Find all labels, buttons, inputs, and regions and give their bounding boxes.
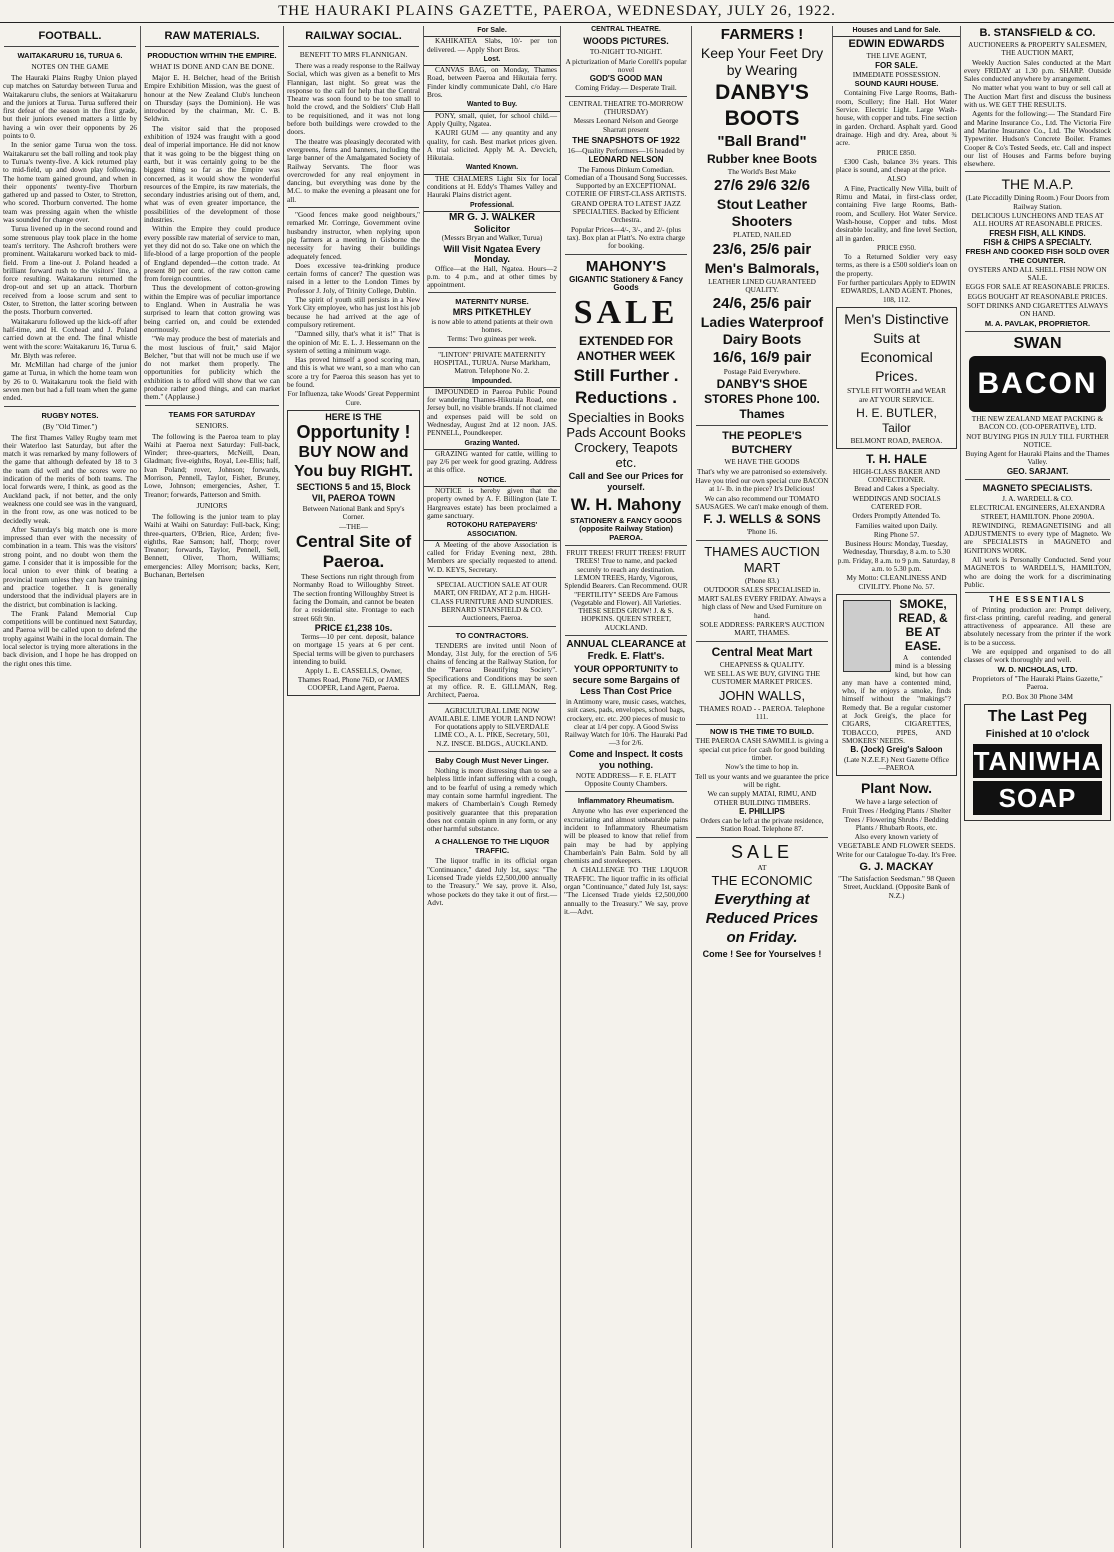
soap-logo: SOAP <box>973 781 1102 815</box>
ad-greig <box>836 594 957 776</box>
ad-text: £300 Cash, balance 3½ years. This place is sound, and cheap at the price. <box>836 156 957 175</box>
classified: KAURI GUM — any quantity and any quality, for cash. Best market prices given. A trial solicited. Apply M. A. Devcich, Hikutaia. <box>427 128 557 163</box>
ad-text: We have a large selection of <box>855 797 938 807</box>
ad-taniwha-soap <box>964 704 1111 821</box>
ad-text: WE SELL AS WE BUY, GIVING THE CUSTOMER MARKET PRICES. <box>704 668 820 687</box>
ad-price: 23/6, 25/6 pair <box>712 240 812 258</box>
ad-headline: THE PEOPLE'S BUTCHERY <box>722 430 802 457</box>
paragraph: Major E. H. Belcher, head of the British Empire Exhibition Mission, was the guest of honour at the New Zealand Club's luncheon on Thursday (says the Dominion). He was introduced by the chairman, Mr. C. B. Seldwin. <box>144 73 280 124</box>
ad-text: Will Visit Ngatea Every Monday. <box>443 243 541 264</box>
ad-headline: SMOKE, READ, & BE AT EASE. <box>898 596 948 653</box>
ad-headline: E. PHILLIPS <box>739 806 785 816</box>
ad-headline: JOHN WALLS, <box>718 687 806 703</box>
ad-text: Bread and Cakes a Specialty. <box>854 484 939 494</box>
ad-text: Office—at the Hall, Ngatea. Hours—2 p.m. to 4 p.m., and at other times by appointment. <box>427 263 557 290</box>
ad-text: We can also recommend our TOMATO SAUSAGES. We can't make enough of them. <box>695 493 829 511</box>
paragraph: The Frank Paland Memorial Cup competitions will be continued next Saturday, and Paeroa will be called upon to defend the trophy against Waihi in the local domain. The local selector is trying more alterations in the back division, and I hope he has dropped on the right ones this time. <box>3 608 137 668</box>
classified-heading: TO CONTRACTORS. <box>455 630 529 640</box>
classified-heading: ROTOKOHU RATEPAYERS' ASSOCIATION. <box>424 521 560 541</box>
ad-text: Messrs Leonard Nelson and George Sharratt present <box>573 116 679 134</box>
column-railway-social <box>284 26 424 1548</box>
paragraph: There was a ready response to the Railway Social, which was given as a benefit to Mrs Flannigan, last night. So great was the response to the call for help that the Central Theatre was soon found to be too small to hold the crowd, and the Soldiers' Club Hall to be requisitioned, and it was not long before both buildings were crowded to the doors. <box>287 61 421 137</box>
paragraph: "Good fences make good neighbours," remarked Mr. Corringe, Government ovine husbandry instructor, when replying upon pig farmers at a meeting in Gisborne the necessity for having their buildings adequately fenced. <box>287 210 420 261</box>
ad-headline: G. J. MACKAY <box>859 861 934 874</box>
ad-headline: MAHONY'S <box>585 257 667 275</box>
paragraph: In the senior game Turua won the toss. Waitakaruru set the ball rolling and took play to Turua's twenty-five. A kick returned play to mid-field, up and down play following. The home team gained ground, and when in their opponents' twenty-five Thorburn gathered up and passed to Oster, to Stretton, who scored. Thorburn converted. The home team was pressing again when the whistle was sounded for change over. <box>3 140 137 225</box>
ad-text: Coming Friday.— Desperate Trail. <box>575 83 677 93</box>
ad-text: Orders Promptly Attended To. <box>852 511 941 521</box>
article-subtitle: TEAMS FOR SATURDAY <box>168 409 256 419</box>
ad-text: NOT BUYING PIGS IN JULY TILL FURTHER NOTICE. <box>966 431 1109 449</box>
ad-text: OYSTERS AND ALL SHELL FISH NOW ON SALE. <box>968 264 1107 283</box>
ad-text: Weekly Auction Sales conducted at the Mart every FRIDAY at 1.30 p.m. SHARP. Outside Sales conducted anywhere by arrangement. <box>964 57 1111 84</box>
ad-text: (Late N.Z.E.F.) Next Gazette Office—PAEROA <box>843 754 950 772</box>
ad-text: MART SALES EVERY FRIDAY. Always a high class of New and Used Furniture on hand. <box>697 594 827 620</box>
ad-text: 'Phone 16. <box>746 527 778 537</box>
ad-price: 27/6 29/6 32/6 <box>714 177 810 195</box>
ad-headline: H. E. BUTLER, Tailor <box>856 405 937 435</box>
ad-headline: DANBY'S BOOTS <box>715 81 809 130</box>
ad-text: "The Satisfaction Seedsman." 98 Queen Street, Auckland. (Opposite Bank of N.Z.) <box>838 874 955 900</box>
classified: A Meeting of the above Association is called for Friday Evening next, 28th. Members are specially requested to attend. W. D. KEYS, Secretary. <box>427 539 557 574</box>
article-subheading: JUNIORS <box>196 500 228 510</box>
article-subheading: WHAT IS DONE AND CAN BE DONE. <box>149 62 275 71</box>
ad-text: TO-NIGHT TO-NIGHT. <box>589 47 663 57</box>
ad-text: —THE— <box>339 521 368 531</box>
classified-heading: Inflammatory Rheumatism. <box>577 796 675 806</box>
ad-text: Postage Paid Everywhere. <box>723 367 801 377</box>
paragraph: Mr. McMillan had charge of the junior game at Turua, in which the home team won by 26 to 0. Waitakaruru took the field with seven men but had a full team when the game ended. <box>3 360 137 403</box>
ad-text: SOFT DRINKS AND CIGARETTES ALWAYS ON HAND. <box>967 301 1108 319</box>
paragraph: A CHALLENGE TO THE LIQUOR TRAFFIC. The liquor traffic in its official organ "Continuance," dated July 1st, says: "The Licensed Trade yields £2,500,000 annually to the Treasury." We say, prove it.—Advt. <box>564 865 688 916</box>
ad-headline: The Last Peg <box>987 707 1088 725</box>
ad-text: Also every known variety of VEGETABLE AND FLOWER SEEDS. <box>837 832 956 850</box>
classified-heading: Professional. <box>424 201 560 212</box>
ad-text: THE NEW ZEALAND MEAT PACKING & BACON CO. (CO-OPERATIVE), LTD. <box>971 413 1104 432</box>
ad-text: Popular Prices—4/-, 3/-, and 2/- (plus tax). Box plan at Platt's. No extra charge for booking. <box>566 224 686 251</box>
ad-headline: EXTENDED FOR ANOTHER WEEK <box>576 334 676 364</box>
ad-text: All work is Personally Conducted. Send your MAGNETOS to WARDELL'S, HAMILTON, who are doing the work for a discriminating Public. <box>964 555 1111 589</box>
ad-contact: Apply L. E. CASSELLS, Owner, Thames Road, Phone 76D, or JAMES COOPER, Land Agent, Paeroa. <box>297 666 410 692</box>
ad-text: Agents for the following:— The Standard Fire and Marine Insurance Co., Ltd. The Victoria Fire and Marine Insurance Co., Ltd. The Woodstock Typewriter. Hudson's Concrete Boiler. Frames Cooper & Co's Tested Seeds, etc. Call and inspect our list of Houses and Farms before buying elsewhere. <box>964 109 1111 169</box>
ad-price: 24/6, 25/6 pair <box>712 295 812 313</box>
classified-heading: For Sale. <box>424 26 560 37</box>
ad-text: Buying Agent for Hauraki Plains and the Thames Valley. <box>965 449 1110 467</box>
smoker-illustration <box>843 600 891 672</box>
ad-text: We can supply MATAI, RIMU, AND OTHER BUILDING TIMBERS. <box>707 789 817 807</box>
ad-text: Proprietors of "The Hauraki Plains Gazette," Paeroa. <box>972 673 1103 692</box>
masthead: THE HAURAKI PLAINS GAZETTE, PAEROA, WEDNESDAY, JULY 26, 1922. <box>0 0 1114 23</box>
article-subheading: NOTES ON THE GAME <box>31 62 109 71</box>
ad-text: Solicitor <box>473 223 510 234</box>
ad-text: CHEAPNESS & QUALITY. <box>719 659 805 669</box>
ad-headline: Men's Distinctive Suits at Economical Prices. <box>844 310 949 384</box>
ad-text: REWINDING, REMAGNETISING and all ADJUSTMENTS to every type of Magneto. We are SPECIALISTS in MAGNETO and IGNITIONS WORK. <box>964 520 1111 555</box>
ad-headline: FARMERS ! <box>720 26 804 43</box>
ad-headline: W. H. Mahony <box>570 495 682 515</box>
ad-text: 16—Quality Performers—16 headed by <box>567 145 685 155</box>
ad-text: Ring Phone 57. <box>873 529 920 539</box>
paragraph: The first Thames Valley Rugby team met their Waterloo last Saturday, but after the match it was remarked by many followers of the game that although defeated by 18 to 3 the team did well and the scores were no indication of the merits of both teams. The local forwards were, I think, as good as the Auckland pack, if not better, and the only weakness one could see was in the vanguard, in the front row, as one was noticed to be decidedly weak. <box>3 432 137 525</box>
ad-headline: ANNUAL CLEARANCE at Fredk. E. Flatt's. <box>566 638 686 662</box>
classified-heading: NOTICE. <box>424 476 560 487</box>
ad-text: Have you tried our own special cure BACON at 1/- lb. in the piece? It's Delicious! <box>695 476 829 494</box>
ad-text: SOUND KAURI HOUSE. <box>854 79 939 89</box>
ad-text: A contended mind is a blessing kind, but how can any man have a contented mind, who, if he enjoys a smoke, finds himself without the "makings"? Remedy that. Be a regular customer at Jock Greig's, the place for CIGARS, CIGARETTES, TOBACCO, PIPES, AND SMOKERS' NEEDS. <box>842 652 951 745</box>
ad-headline: THE ECONOMIC <box>711 872 813 888</box>
paragraph: Does excessive tea-drinking produce certain forms of cancer? The question was raised in a letter to the London Times by Professor J. Joly, of Trinity College, Dublin. <box>287 260 420 295</box>
ad-price: PRICE £850. <box>877 147 916 157</box>
ad-text: THE PAEROA CASH SAWMILL is giving a special cut price for cash for good building timber. <box>695 736 829 763</box>
ad-contact: For further particulars Apply to EDWIN EDWARDS, LAND AGENT. Phones, 108, 112. <box>837 278 956 304</box>
ad-text: (Phone 83.) <box>744 575 780 585</box>
ad-headline: Still Further . Reductions . <box>573 366 679 408</box>
ad-text: GEO. SARJANT. <box>1006 466 1069 476</box>
ad-headline: THAMES AUCTION MART <box>704 543 820 575</box>
classified-heading: Lost. <box>424 55 560 66</box>
ad-text: of Printing production are: Prompt delivery, first-class printing, careful reading, and general attractiveness of appearance. All these are absolutely necessary from the printer if the work is to be a success. <box>964 604 1111 647</box>
paragraph: Nothing is more distressing than to see a helpless little infant suffering with a cough, and to be fearful of using a remedy which may contain some harmful ingredient. The makers of Chamberlain's Cough Remedy positively guarantee that this preparation does not contain opium in any form, or any other harmful substance. <box>427 766 557 834</box>
article-subheading: SENIORS. <box>195 420 229 430</box>
ad-text: My Motto: CLEANLINESS AND CIVILITY. Phone No. 57. <box>846 573 947 591</box>
ad-text: J. A. WARDELL & CO. <box>1002 493 1073 503</box>
ad-text: FRESH FISH, ALL KINDS. <box>989 228 1086 238</box>
ad-text: A picturization of Marie Corelli's popular novel <box>565 56 687 74</box>
paragraph: The liquor traffic in its official organ "Continuance," dated July 1st, says: "The Licensed Trade yields £2,500,000 annually to the Treasury." We say, prove it. Also, whose pockets do they take it out of first.—Advt. <box>427 856 557 907</box>
ad-text: OUTDOOR SALES SPECIALISED in. <box>703 584 821 594</box>
ad-text: SECTIONS 5 and 15, Block VII, PAEROA TOWN <box>296 482 411 504</box>
ad-text: are AT YOUR SERVICE. <box>859 395 934 405</box>
ad-text: We are equipped and organised to do all classes of work thoroughly and well. <box>964 647 1111 665</box>
article-title: RAILWAY SOCIAL. <box>305 30 402 42</box>
column-football <box>0 26 141 1548</box>
ad-text: FRESH AND COOKED FISH SOLD OVER THE COUNTER. <box>965 247 1110 265</box>
ad-headline: Stout Leather Shooters <box>716 196 808 230</box>
classified-heading: A CHALLENGE TO THE LIQUOR TRAFFIC. <box>434 837 550 856</box>
ad-text: Business Hours: Monday, Tuesday, Wednesday, Thursday, 8 a.m. to 5.30 p.m. Friday, 8 a.m. to 9 p.m. Saturday, 8 a.m. to 5.30 p.m. <box>837 539 956 574</box>
article-subtitle: RUGBY NOTES. <box>41 410 99 420</box>
paragraph: Turua livened up in the second round and some strenuous play took place in the home team's territory. The Ashcroft brothers were prominent. Waitakaruru worked back to mid-field. From a line-out J. Poland headed a brilliant forward rush to the visitors' line, a force resulting. Waitakaruru returned the drop-out and set up an attack. Thorburn received from a loose scrum and sent to Oster, to Stretton, the latter scoring between the posts. Thorburn converted. <box>3 224 137 317</box>
article-subtitle: BENEFIT TO MRS FLANNIGAN. <box>299 50 408 59</box>
ad-headline: B. (Jock) Greig's Saloon <box>850 745 943 755</box>
article-title: RAW MATERIALS. <box>164 30 260 42</box>
column-land-agents <box>833 26 961 1548</box>
ad-headline: BUY NOW and You buy RIGHT. <box>294 444 413 481</box>
ad-text: LEATHER LINED GUARANTEED QUALITY. <box>708 276 816 294</box>
classified-heading: Baby Cough Must Never Linger. <box>435 756 549 766</box>
ad-headline: NOW IS THE TIME TO BUILD. <box>709 727 815 737</box>
classified-heading: Impounded. <box>424 377 560 388</box>
ad-text: Finished at 10 o'clock <box>985 728 1090 740</box>
ad-text: (Late Piccadilly Dining Room.) Four Doors from Railway Station. <box>965 193 1110 211</box>
column-theatre-mahony <box>561 26 692 1548</box>
ad-text: EGGS BOUGHT AT REASONABLE PRICES. <box>967 291 1108 301</box>
ad-text: Write for our Catalogue To-day. It's Free. <box>836 849 957 859</box>
classified-heading: Wanted Known. <box>424 163 560 174</box>
ad-headline: THE ESSENTIALS <box>989 595 1086 605</box>
ad-text: EGGS FOR SALE AT REASONABLE PRICES. <box>965 282 1110 292</box>
paragraph: The following is the junior team to play Waihi at Waihi on Saturday: Full-back, King; three-quarters, O'Brien, Rice, Arden; five-eighths, Rae Samson; half, Thorp; rover Treanor; forwards, Taylor, Pennell, Sell, Bennett, Oliver, Thorn, Williams; emergencies: Alley Morrison; backs, Kerr, Buchanan, Bertelsen <box>144 511 280 580</box>
paragraph: The theatre was pleasingly decorated with evergreens, ferns and banners, including the large banner of the Amalgamated Society of Railway Servants. The floor was overcrowded for any real enjoyment in dancing, but everything was done by the M.C. to make the evening a pleasant one for all. <box>287 136 420 204</box>
ad-text: Terms—10 per cent. deposit, balance on mortgage 15 years at 6 per cent. Special terms will be given to purchasers intending to build. <box>293 632 414 667</box>
ad-text: (Messrs Bryan and Walker, Turua) <box>441 233 543 243</box>
ad-text: NOTE ADDRESS— F. E. FLATT Opposite County Chambers. <box>575 770 677 789</box>
ad-text: Keep Your Feet Dry by Wearing <box>700 45 824 78</box>
paragraph: The visitor said that the proposed exhibition of 1924 was fraught with a good deal of imperial importance. He did not know that it was going to be the biggest thing on earth, but it was certainly going to be the biggest thing so far as the Empire was concerned, as it would show the wonderful resources of the Empire, its raw materials, the secondary industries arising out of them, and, what was of even greater importance, the possibilities of the development of those industries. <box>144 123 280 225</box>
ad-text: Come ! See for Yourselves ! <box>702 948 822 959</box>
ad-text: Call and See our Prices for yourself. <box>568 471 684 493</box>
ad-text: SOLE ADDRESS: PARKER'S AUCTION MART, THAMES. <box>699 620 825 638</box>
classified-heading: Wanted to Buy. <box>424 100 560 111</box>
ad-headline: LEONARD NELSON <box>588 155 664 165</box>
ad-headline: Central Site of Paeroa. <box>295 532 412 572</box>
paragraph: For Influenza, take Woods' Great Peppermint Cure. <box>287 389 420 407</box>
ad-text: in Antimony ware, music cases, watches, suit cases, pads, envelopes, school bags, crockery, etc. etc. 200 pieces of music to clear at 1/4 per copy. A Good Swiss Railway Watch for 10/6. The Hauraki Pad—3 for 2/6. <box>564 696 688 748</box>
paragraph: Waitakaruru followed up the kick-off after half-time, and H. Coxhead and J. Poland carried down at the end. The final whistle went with the score: Waitakaruru 16, Turua 6. <box>3 316 137 351</box>
classified: TENDERS are invited until Noon of Monday, 31st July, for the erection of 5/6 chains of fencing at the Railway Station, for the "Paeroa Beautifying Society". Specifications and Conditions may be seen at my office. R. E. GILLMAN, Reg. Architect, Paeroa. <box>427 640 557 700</box>
ad-tailor <box>836 307 957 449</box>
paragraph: After Saturday's big match one is more impressed than ever with the necessity of combination in a team. This was the visitors' strong point, and no doubt won them the game. I consider that it is impossible for the local union to ever think of beating a provincial team unless they can have training and practice together. It is generally understood that the individual players are in the district, but combination is lacking. <box>3 524 137 609</box>
ad-headline: DANBY'S SHOE STORES Phone 100. Thames <box>704 377 820 422</box>
ad-text: Now's the time to hop in. <box>725 762 799 772</box>
ad-text: FISH & CHIPS A SPECIALTY. <box>983 237 1092 247</box>
ad-text: THAMES ROAD - - PAEROA. Telephone 111. <box>699 703 825 721</box>
classified: GRAZING wanted for cattle, willing to pay 2/6 per week for good grazing. Address at this office. <box>427 448 557 475</box>
ad-text: STATIONERY & FANCY GOODS (opposite Railway Station) PAEROA. <box>570 516 682 542</box>
ad-headline: THE SNAPSHOTS OF 1922 <box>572 134 680 145</box>
ad-text: ELECTRICAL ENGINEERS, ALEXANDRA STREET, HAMILTON. Phone 2090A. <box>969 503 1106 521</box>
byline: (By "Old Timer.") <box>42 421 98 431</box>
classified: NOTICE is hereby given that the property owned by A. F. Billington (late T. Hargreaves estate) has been proclaimed a game sanctuary. <box>427 486 557 520</box>
ad-text: FRUIT TREES! FRUIT TREES! FRUIT TREES! True to name, and packed securely to reach any destination. LEMON TREES, Hardy, Vigorous, Splendid Bearers. Can Recommend. OUR "FERTILITY" SEEDS Are Famous (Vegetable and Flower). All Varieties. THESE SEEDS GROW! J. & S. HOPKINS. QUEEN STREET, AUCKLAND. <box>564 548 688 632</box>
ad-headline: MRS PITKETHLEY <box>452 307 532 318</box>
ad-text: AT <box>757 862 767 872</box>
ad-text: GIGANTIC Stationery & Fancy Goods <box>569 274 683 292</box>
ad-text: is now able to attend patients at their own homes. <box>431 316 553 335</box>
classified: THE CHALMERS Light Six for local conditions at H. Eddy's Thames Valley and Hauraki Plains district agent. <box>427 173 557 200</box>
bacon-logo: BACON <box>969 356 1106 412</box>
ad-text: The Famous Dinkum Comedian. Comedian of a Thousand Song Successes. Supported by an EXCEPTIONAL COTERIE OF FIRST-CLASS ARTISTS. <box>564 164 688 199</box>
paragraph: Has proved himself a good scoring man, and this is what we want, so a man who can score a try for Paeroa this season has yet to be found. <box>287 355 420 389</box>
ad-text: To a Returned Soldier very easy terms, as there is a £500 soldier's loan on the property. <box>836 252 957 278</box>
column-classifieds <box>424 26 561 1548</box>
ad-headline: MR G. J. WALKER <box>448 211 536 223</box>
ad-text: AGRICULTURAL LIME NOW AVAILABLE. LIME YOUR LAND NOW! For quotations apply to SILVERDALE LIME CO., A. L. PIKE, Secretary, 501, N.Z. INSCE. BLDGS., AUCKLAND. <box>428 705 556 748</box>
ad-text: P.O. Box 30 Phone 34M <box>1002 691 1073 701</box>
ad-text: HERE IS THE <box>325 411 382 422</box>
classified-heading: Grazing Wanted. <box>424 439 560 450</box>
paragraph: "We may produce the best of materials and the most luscious of fruit," said Major Belcher, "but that will not be much use if we do not market them properly. The opportunities for publicity which the exhibition is to afford will show that we can produce rather good things, and can market them." (Applause.) <box>144 334 280 402</box>
ad-text: CENTRAL THEATRE TO-MORROW (THURSDAY) <box>568 98 684 117</box>
article-subtitle: WAITAKARURU 16, TURUA 6. <box>17 51 123 60</box>
ad-headline: SALE <box>573 294 679 332</box>
column-raw-materials <box>141 26 284 1548</box>
ad-text: Terms: Two guineas per week. <box>447 334 537 344</box>
ad-headline: Men's Balmorals, <box>704 259 820 276</box>
paragraph: The following is the Paeroa team to play Waihi at Paeroa next Saturday: Full-back, Winder; three-quarters, McNeill, Dean, Gladman; five-eighths, Royal, Lee-Ellis; half, Ivan Poland; rover, Johnson; forwards, Morrison, Pennell, Taylor, Fisher, Bruney, Lowe, Johnson; emergencies, Asher, T. Treanor; forwards, Patterson and Smith. <box>144 431 280 499</box>
ad-headline: Everything at Reduced Prices on Friday. <box>705 890 819 946</box>
ad-headline: WOODS PICTURES. <box>583 36 669 47</box>
ad-price: 16/6, 16/9 pair <box>712 349 812 367</box>
ad-text: BELMONT ROAD, PAEROA. <box>850 435 943 445</box>
ad-central-site <box>287 410 420 696</box>
ad-text: Rubber knee Boots <box>706 152 817 166</box>
ad-headline: Plant Now. <box>860 780 933 797</box>
article-title: FOOTBALL. <box>38 30 102 42</box>
ad-text: The World's Best Make <box>727 167 797 176</box>
ad-headline: THE M.A.P. <box>1001 176 1074 193</box>
classified: IMPOUNDED in Paeroa Public Pound for wandering Thames-Hikutaia Road, one Jersey bull, no visible brands. If not claimed and expenses paid will be sold on Wednesday, August 2nd at 12 noon. JAS. PENNELL, Poundkeeper. <box>427 386 557 438</box>
ad-text: Tell us your wants and we guarantee the price will be right. <box>695 771 829 789</box>
ad-headline: MAGNETO SPECIALISTS. <box>982 482 1093 493</box>
ad-headline: Opportunity ! <box>296 422 411 443</box>
ad-text: GRAND OPERA TO LATEST JAZZ SPECIALTIES. Backed by Efficient Orchestra. <box>571 198 681 225</box>
ad-text: DELICIOUS LUNCHEONS AND TEAS AT ALL HOURS AT REASONABLE PRICES. <box>971 211 1104 229</box>
ad-headline: Ladies Waterproof Dairy Boots <box>700 314 824 348</box>
ad-text: STYLE FIT WORTH and WEAR <box>847 385 946 395</box>
column-danby-butchery <box>692 26 833 1548</box>
ad-price: PRICE £950. <box>877 242 916 252</box>
ad-text: Families waited upon Daily. <box>855 520 938 530</box>
ad-text: Containing Five Large Rooms, Bath-room, Scullery; fine Hall. Hot Water Service. Electric Light. Large Wash-house, with copper and tubs. Fine section in garden. Orchard. Asphalt yard. Good drainage. High and dry. Area, about ¾ acre. <box>836 88 957 148</box>
classified: KAHIKATEA Slabs, 10/- per ton delivered. — Apply Short Bros. <box>427 36 557 54</box>
ad-text: WEDDINGS AND SOCIALS CATERED FOR. <box>852 493 941 511</box>
ad-headline: EDWIN EDWARDS <box>848 38 945 51</box>
ad-text: THE LIVE AGENT, <box>866 51 927 61</box>
ad-headline: SALE <box>730 841 794 862</box>
ad-text: Fruit Trees / Hedging Plants / Shelter Trees / Flowering Shrubs / Bedding Plants / Rhubarb Roots, etc. <box>842 806 951 832</box>
ad-headline: Central Meat Mart <box>711 644 813 659</box>
ad-text: CENTRAL THEATRE. <box>591 26 661 33</box>
column-stansfield <box>961 26 1114 1548</box>
ad-text: W. D. NICHOLAS, LTD. <box>997 664 1078 674</box>
paragraph: "Damned silly, that's what it is!" That is the opinion of Mr. E. L. J. Hessemann on the system of setting a minimum wage. <box>287 329 420 355</box>
paragraph: The Hauraki Plains Rugby Union played cup matches on Saturday between Turua and Waitakaruru clubs, the seniors at Waitakaruru and the juniors at Turua. Turua suffered their first defeat of the season in the first grade, but their juniors evened matters a little by having a win over their opponents by 26 points to 0. <box>3 73 137 141</box>
classified: PONY, small, quiet, for school child.—Apply Quilty, Ngatea. <box>427 110 557 128</box>
ad-price: PRICE £1,238 10s. <box>314 622 393 633</box>
ad-text: WE HAVE THE GOODS <box>724 457 800 467</box>
paragraph: Thus the development of cotton-growing within the Empire was of peculiar importance to England. When in Australia he was surprised to learn that cotton growing was being carried on, and could be extended enormously. <box>144 283 280 334</box>
ad-text: PLATED, NAILED <box>733 230 791 240</box>
classified: CANVAS BAG, on Monday, Thames Road, between Paeroa and Hikutaia ferry. Finder kindly communicate Dahl, c/o Hare Bros. <box>427 65 557 100</box>
ad-text: Between National Bank and Spry's Corner. <box>302 504 405 522</box>
ad-text: FOR SALE. <box>875 60 918 70</box>
ad-text: IMMEDIATE POSSESSION. <box>852 69 941 79</box>
ad-headline: GOD'S GOOD MAN <box>589 74 663 84</box>
ad-text: HIGH-CLASS BAKER AND CONFECTIONER. <box>852 466 941 485</box>
ad-headline: YOUR OPPORTUNITY to secure some Bargains of Less Than Cost Price <box>572 663 680 696</box>
ad-text: Specialties in Books Pads Account Books Crockery, Teapots etc. <box>566 410 686 471</box>
ad-text: That's why we are patronised so extensively. <box>697 466 827 476</box>
ad-headline: Come and Inspect. It costs you nothing. <box>568 748 684 770</box>
ad-headline: T. H. HALE <box>866 451 927 466</box>
ad-headline: B. STANSFIELD & CO. <box>979 27 1096 39</box>
ad-text: Orders can be left at the private residence, Station Road. Telephone 87. <box>700 816 824 834</box>
ad-headline: SWAN <box>1013 334 1062 352</box>
paragraph: The spirit of youth still persists in a New York City employee, who has just lost his job because he had arrived at the age of compulsory retirement. <box>287 295 420 329</box>
ad-text: No matter what you want to buy or sell call at The Auction Mart first and discuss the business with us. WE GET THE RESULTS. <box>964 83 1111 110</box>
ad-headline: F. J. WELLS & SONS <box>703 512 821 527</box>
ad-text: A Fine, Practically New Villa, built of Rimu and Matai, in first-class order, containing Five large Rooms, Bath-room, and Scullery. Hot Water Service. Wash-house, Copper and tubs. Most desirable locality, and fine level Section, all in garden. <box>836 183 957 243</box>
paragraph: Within the Empire they could produce every possible raw material of service to man, yet they did not do so. Take one on which the life-blood of a large proportion of the people of England depended—the cotton trade. At present 80 per cent. of the raw cotton came from foreign countries. <box>144 224 280 284</box>
ad-text: M. A. PAVLAK, PROPRIETOR. <box>984 318 1091 328</box>
ad-text: SPECIAL AUCTION SALE AT OUR MART, ON FRIDAY, AT 2 p.m. HIGH-CLASS FURNITURE AND SUNDRIES. BERNARD STANSFIELD & CO. Auctioneers, Paeroa. <box>430 580 554 623</box>
ad-text: "LINTON" PRIVATE MATERNITY HOSPITAL, TURUA. Nurse Markham, Matron. Telephone No. 2. <box>433 349 551 376</box>
ad-text: These Sections run right through from Normanby Road to Willoughby Street. The section fronting Willoughby Street is facing the Domain, and cannot be beaten for a residential site. Frontage to each street 66ft 9in. <box>293 572 414 623</box>
classified-heading: Houses and Land for Sale. <box>833 26 960 37</box>
paragraph: Anyone who has ever experienced the excruciating and almost unbearable pains incident to Inflammatory Rheumatism will be pleased to know that relief from pain may be had by applying Chamberlain's Pain Balm. Sold by all chemists and storekeepers. <box>564 806 688 866</box>
ad-headline: "Ball Brand" <box>717 133 807 150</box>
ad-text: AUCTIONEERS & PROPERTY SALESMEN, THE AUCTION MART, <box>968 40 1107 58</box>
classified-heading: MATERNITY NURSE. <box>455 297 529 307</box>
taniwha-logo: TANIWHA <box>973 745 1102 776</box>
paragraph: Mr. Blyth was referee. <box>11 350 77 360</box>
article-subtitle: PRODUCTION WITHIN THE EMPIRE. <box>147 51 277 60</box>
ad-text: ALSO <box>886 174 907 184</box>
